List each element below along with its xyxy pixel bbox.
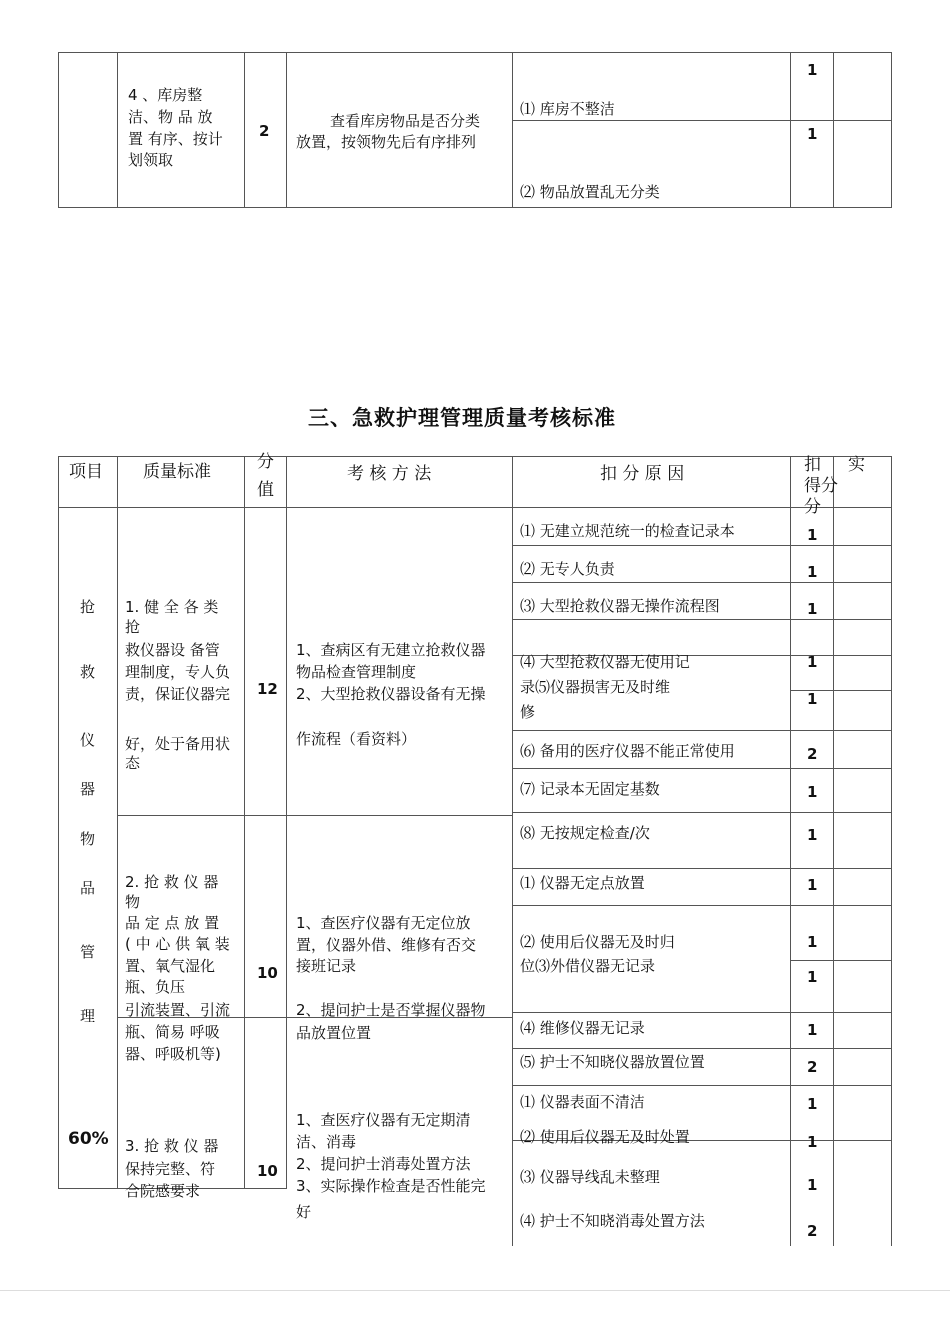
standard-line: 瓶、负压 — [125, 978, 186, 996]
reason-item: ⑷ 护士不知晓消毒处置方法 — [520, 1212, 705, 1230]
reason-item: 录⑸仪器损害无及时维 — [520, 678, 671, 696]
method-line: 2、大型抢救仪器设备有无操 — [296, 685, 486, 703]
points-group-1: 12 — [257, 680, 278, 698]
method-line: 1、查病区有无建立抢救仪器 — [296, 641, 486, 659]
header-item: 项目 — [69, 462, 103, 482]
reason-item: ⑹ 备用的医疗仪器不能正常使用 — [520, 742, 735, 760]
deduction-value: 2 — [807, 745, 818, 763]
header-actual: 实 — [848, 455, 865, 475]
standard-line: 瓶、简易 呼吸 — [125, 1023, 220, 1041]
top-reason: ⑵ 物品放置乱无分类 — [520, 183, 660, 201]
method-line: 作流程（看资料） — [296, 730, 417, 748]
deduction-value: 1 — [807, 933, 818, 951]
method-line: 好 — [296, 1203, 312, 1221]
standard-line: 器、呼吸机等) — [125, 1045, 221, 1063]
reason-item: ⑶ 仪器导线乱未整理 — [520, 1168, 660, 1186]
standard-line: 置、氧气湿化 — [125, 957, 216, 975]
item-char: 抢 — [80, 598, 96, 616]
deduction-value: 1 — [807, 600, 818, 618]
header-method: 考 核 方 法 — [347, 464, 432, 484]
method-line: 2、提问护士是否掌握仪器物 — [296, 1001, 486, 1019]
reason-item: ⑵ 使用后仪器无及时归 — [520, 933, 675, 951]
method-line: 物品检查管理制度 — [296, 663, 417, 681]
header-deduct: 分 — [804, 497, 821, 517]
points-group-3: 10 — [257, 1162, 278, 1180]
reason-item: ⑴ 仪器表面不清洁 — [520, 1093, 645, 1111]
top-method-line: 放置，按领物先后有序排列 — [296, 133, 477, 151]
reason-item: ⑵ 使用后仪器无及时处置 — [520, 1128, 690, 1146]
section-title: 三、急救护理管理质量考核标准 — [308, 406, 616, 430]
reason-item: ⑻ 无按规定检查/次 — [520, 824, 650, 842]
method-line: 品放置位置 — [296, 1024, 372, 1042]
item-char: 仪 — [80, 731, 96, 749]
top-points: 2 — [259, 122, 270, 140]
method-line: 1、查医疗仪器有无定位放 — [296, 914, 471, 932]
reason-item: 修 — [520, 703, 536, 721]
deduction-value: 1 — [807, 690, 818, 708]
header-reason: 扣 分 原 因 — [600, 464, 685, 484]
reason-item: ⑸ 护士不知晓仪器放置位置 — [520, 1053, 705, 1071]
header-deduct: 扣 — [804, 455, 821, 475]
top-deduction: 1 — [807, 125, 818, 143]
standard-line: 引流装置、引流 — [125, 1001, 231, 1019]
header-points: 分 — [257, 452, 274, 472]
top-method-line: 查看库房物品是否分类 — [330, 112, 481, 130]
deduction-value: 1 — [807, 1095, 818, 1113]
top-standard-line: 置 有序、按计 — [128, 130, 223, 148]
top-standard-line: 划领取 — [128, 151, 174, 169]
standard-line: ( 中 心 供 氧 装 — [125, 935, 230, 953]
standard-line: 责，保证仪器完 — [125, 685, 231, 703]
deduction-value: 2 — [807, 1222, 818, 1240]
deduction-value: 1 — [807, 826, 818, 844]
standard-line: 合院感要求 — [125, 1182, 201, 1200]
standard-line: 保持完整、符 — [125, 1160, 216, 1178]
item-weight: 60% — [68, 1129, 109, 1149]
deduction-value: 1 — [807, 653, 818, 671]
top-reason: ⑴ 库房不整洁 — [520, 100, 615, 118]
deduction-value: 1 — [807, 526, 818, 544]
reason-item: 位⑶外借仪器无记录 — [520, 957, 656, 975]
standard-line: 1. 健 全 各 类 — [125, 598, 219, 616]
header-standard: 质量标准 — [143, 462, 211, 482]
reason-item: ⑷ 大型抢救仪器无使用记 — [520, 653, 690, 671]
standard-line: 品 定 点 放 置 — [125, 914, 220, 932]
reason-item: ⑴ 仪器无定点放置 — [520, 874, 645, 892]
standard-line: 救仪器设 备管 — [125, 641, 220, 659]
standard-line: 态 — [125, 754, 141, 772]
page-bottom-divider — [0, 1290, 950, 1291]
item-char: 品 — [80, 879, 96, 897]
reason-item: ⑵ 无专人负责 — [520, 560, 615, 578]
item-char: 救 — [80, 663, 96, 681]
header-points: 值 — [257, 480, 274, 500]
item-char: 管 — [80, 943, 96, 961]
reason-item: ⑶ 大型抢救仪器无操作流程图 — [520, 597, 720, 615]
top-deduction: 1 — [807, 61, 818, 79]
standard-line: 物 — [125, 893, 141, 911]
deduction-value: 2 — [807, 1058, 818, 1076]
deduction-value: 1 — [807, 968, 818, 986]
reason-item: ⑺ 记录本无固定基数 — [520, 780, 660, 798]
reason-item: ⑴ 无建立规范统一的检查记录本 — [520, 522, 735, 540]
header-deduct: 得分 — [804, 476, 838, 496]
method-line: 接班记录 — [296, 957, 357, 975]
points-group-2: 10 — [257, 964, 278, 982]
deduction-value: 1 — [807, 1176, 818, 1194]
standard-line: 2. 抢 救 仪 器 — [125, 873, 219, 891]
item-char: 理 — [80, 1007, 96, 1025]
method-line: 1、查医疗仪器有无定期清 — [296, 1111, 471, 1129]
method-line: 2、提问护士消毒处置方法 — [296, 1155, 471, 1173]
method-line: 置，仪器外借、维修有否交 — [296, 936, 477, 954]
top-standard-line: 洁、物 品 放 — [128, 108, 213, 126]
standard-line: 理制度，专人负 — [125, 663, 231, 681]
standard-line: 抢 — [125, 618, 141, 636]
top-standard-line: 4 、库房整 — [128, 86, 203, 104]
deduction-value: 1 — [807, 783, 818, 801]
item-char: 物 — [80, 830, 96, 848]
reason-item: ⑷ 维修仪器无记录 — [520, 1019, 645, 1037]
deduction-value: 1 — [807, 876, 818, 894]
method-line: 洁、消毒 — [296, 1133, 357, 1151]
standard-line: 3. 抢 救 仪 器 — [125, 1137, 219, 1155]
item-char: 器 — [80, 780, 96, 798]
method-line: 3、实际操作检查是否性能完 — [296, 1177, 486, 1195]
deduction-value: 1 — [807, 563, 818, 581]
deduction-value: 1 — [807, 1133, 818, 1151]
deduction-value: 1 — [807, 1021, 818, 1039]
standard-line: 好，处于备用状 — [125, 735, 231, 753]
